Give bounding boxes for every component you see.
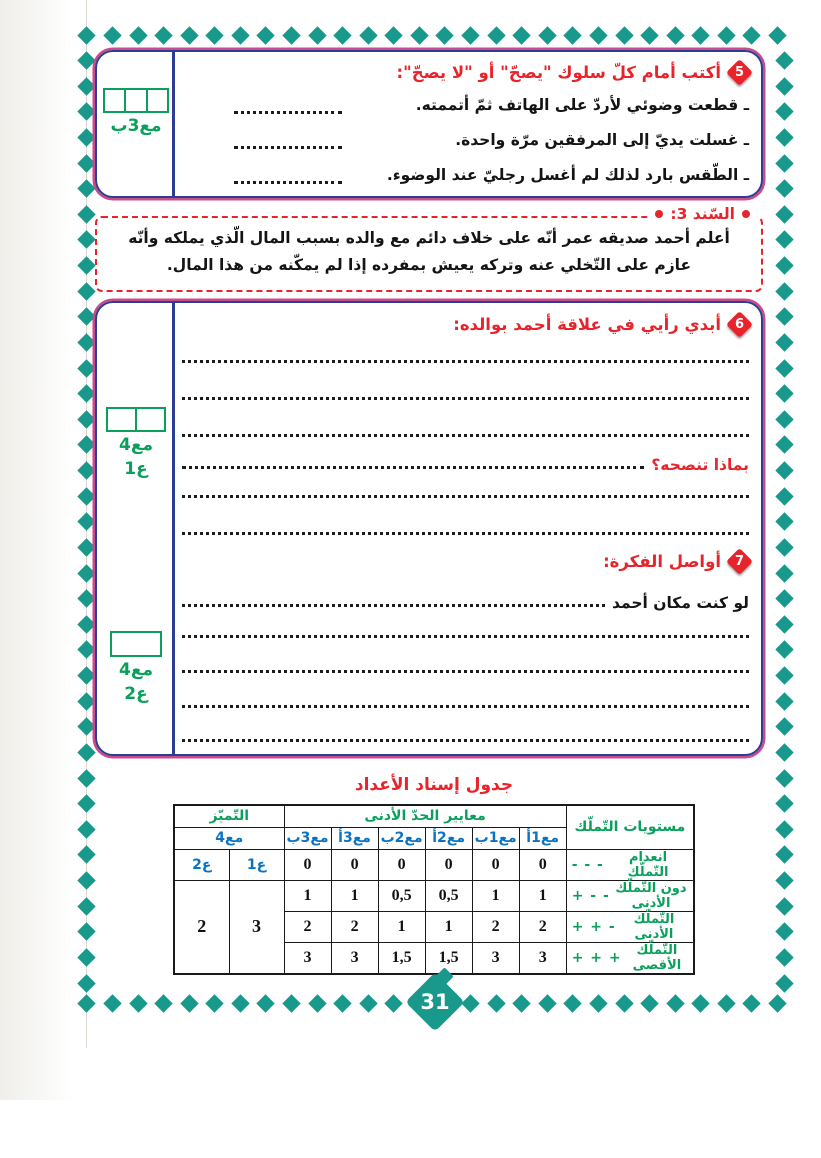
diamond-icon (77, 923, 95, 941)
diamond-icon (77, 154, 95, 172)
diamond-icon (775, 231, 793, 249)
value-cell: 1 (472, 880, 519, 911)
value-cell: 1,5 (378, 942, 425, 974)
row-label-cell (566, 911, 694, 942)
diamond-icon (154, 26, 172, 44)
levels-header: مستويات التّملّك (566, 805, 694, 849)
score-table-title: جدول إسناد الأعداد (354, 775, 514, 795)
diamond-border-right (777, 54, 791, 990)
diamond-icon (461, 26, 479, 44)
value-cell: 0 (425, 849, 472, 880)
lead-row (182, 588, 749, 612)
diamond-icon (775, 487, 793, 505)
lead-text: لو كنت مكان أحمد (612, 594, 749, 612)
diamond-icon (775, 359, 793, 377)
diamond-icon (666, 26, 684, 44)
answer-line (182, 705, 749, 708)
diamond-icon (775, 692, 793, 710)
sanad3-text: أعلم أحمد صديقه عمر أنّه على خلاف دائم مع والده بسبب المال الّذي يملكه وأنّه عازم على التّخلي عنه وتركه يعيش بمفرده إذا لم يمكّنه من هذا المال. (128, 229, 730, 274)
diamond-icon (77, 794, 95, 812)
value-cell: 3 (519, 942, 566, 974)
badge-sub-label: ع1 (124, 459, 148, 480)
diamond-icon (78, 26, 96, 44)
value-cell: 1 (378, 911, 425, 942)
row-signs: + + + (571, 949, 622, 966)
value-cell: 1 (284, 880, 331, 911)
diamond-icon (775, 615, 793, 633)
score-table (173, 804, 695, 975)
diamond-icon (615, 26, 633, 44)
diamond-icon (775, 77, 793, 95)
diamond-icon (775, 820, 793, 838)
row-label: التّملّك الأدنى (633, 911, 675, 942)
value-cell: 0 (284, 849, 331, 880)
answer-dots (234, 111, 342, 114)
diamond-icon (282, 26, 300, 44)
diamond-icon (775, 256, 793, 274)
diamond-border-left (79, 54, 93, 990)
diamond-icon (775, 333, 793, 351)
diamond-icon (775, 974, 793, 992)
diamond-icon (775, 743, 793, 761)
behaviour-text: ـ قطعت وضوئي لأردّ على الهاتف ثمّ أتممته. (415, 95, 749, 114)
value-cell: 0,5 (425, 880, 472, 911)
value-cell: 3 (331, 942, 378, 974)
question5-box (95, 50, 763, 198)
diamond-icon (775, 308, 793, 326)
diamond-border-top (80, 29, 784, 43)
diamond-icon (77, 615, 95, 633)
diamond-icon (206, 994, 224, 1012)
sanad3-title (648, 205, 757, 223)
value-cell: 2 (472, 911, 519, 942)
red-dot-icon (655, 210, 663, 218)
diamond-icon (538, 26, 556, 44)
value-cell: 0 (331, 849, 378, 880)
diamond-icon (77, 51, 95, 69)
table-row (174, 880, 694, 911)
diamond-icon (775, 154, 793, 172)
score-cell (105, 90, 124, 111)
diamond-icon (775, 846, 793, 864)
value-cell: 3 (472, 942, 519, 974)
diamond-icon (77, 103, 95, 121)
col-header: مع1ب (472, 827, 519, 849)
score-cell (135, 409, 164, 430)
diamond-icon (78, 994, 96, 1012)
diamond-icon (129, 994, 147, 1012)
diamond-icon (775, 589, 793, 607)
excellence-col-header: ع2 (174, 849, 229, 880)
diamond-icon (359, 994, 377, 1012)
diamond-icon (768, 26, 786, 44)
diamond-icon (487, 994, 505, 1012)
diamond-icon (385, 994, 403, 1012)
diamond-icon (77, 538, 95, 556)
behaviour-text: ـ غسلت يديّ إلى المرفقين مرّة واحدة. (455, 130, 749, 149)
excellence-value-cell: 3 (229, 880, 284, 974)
diamond-icon (775, 103, 793, 121)
value-cell: 2 (519, 911, 566, 942)
diamond-icon (775, 769, 793, 787)
diamond-icon (436, 26, 454, 44)
diamond-icon (692, 26, 710, 44)
question-number-diamond: 7 (726, 548, 753, 575)
diamond-icon (231, 26, 249, 44)
diamond-icon (180, 994, 198, 1012)
question6-title: أبدي رأيي في علاقة أحمد بوالده: (453, 314, 721, 334)
diamond-icon (257, 26, 275, 44)
red-dot-icon (742, 210, 750, 218)
diamond-icon (513, 994, 531, 1012)
diamond-icon (77, 871, 95, 889)
col-header: مع1أ (519, 827, 566, 849)
diamond-icon (77, 846, 95, 864)
excellence-col-header: ع1 (229, 849, 284, 880)
question7-title-row (182, 547, 749, 575)
diamond-icon (666, 994, 684, 1012)
diamond-icon (77, 589, 95, 607)
row-label-cell (566, 880, 694, 911)
score-badge-q7 (105, 631, 167, 705)
diamond-icon (77, 282, 95, 300)
answer-dots (234, 181, 342, 184)
diamond-icon (487, 26, 505, 44)
diamond-icon (231, 994, 249, 1012)
diamond-icon (775, 513, 793, 531)
diamond-icon (77, 333, 95, 351)
score-cell (124, 90, 145, 111)
diamond-icon (77, 205, 95, 223)
diamond-icon (77, 384, 95, 402)
diamond-icon (717, 994, 735, 1012)
diamond-icon (129, 26, 147, 44)
value-cell: 2 (331, 911, 378, 942)
row-signs: - - - (571, 856, 604, 873)
sanad3-title-text: السّند 3: (670, 205, 735, 223)
diamond-icon (743, 994, 761, 1012)
behaviour-item (182, 87, 749, 122)
behaviour-item (182, 122, 749, 157)
diamond-icon (775, 666, 793, 684)
diamond-icon (717, 26, 735, 44)
answer-dots (182, 604, 605, 607)
question6-title-row (182, 310, 749, 338)
diamond-icon (775, 923, 793, 941)
score-cell (146, 90, 167, 111)
value-cell: 1 (519, 880, 566, 911)
diamond-icon (589, 994, 607, 1012)
diamond-icon (77, 820, 95, 838)
col-header: مع2ب (378, 827, 425, 849)
diamond-icon (775, 51, 793, 69)
score-badge-q5 (102, 88, 170, 137)
diamond-icon (564, 26, 582, 44)
diamond-icon (77, 641, 95, 659)
behaviour-item (182, 157, 749, 192)
score-cells-3 (103, 88, 169, 113)
row-signs: + - - (571, 887, 610, 904)
diamond-icon (775, 794, 793, 812)
criteria-header: معايير الحدّ الأدنى (284, 805, 566, 827)
question-number-diamond: 6 (726, 311, 753, 338)
row-label-cell (566, 849, 694, 880)
diamond-icon (775, 179, 793, 197)
answer-line (182, 670, 749, 673)
value-cell: 1 (331, 880, 378, 911)
diamond-icon (775, 871, 793, 889)
table-row (174, 849, 694, 880)
badge-label: مع4 (119, 435, 153, 455)
answer-line (182, 635, 749, 638)
sanad3-box (95, 205, 763, 292)
answer-line (182, 360, 749, 363)
row-label-cell (566, 942, 694, 974)
advice-row (182, 450, 749, 474)
col-header: مع2أ (425, 827, 472, 849)
diamond-icon (77, 897, 95, 915)
row-label: التّملّك الأقصى (632, 942, 682, 973)
advice-label: بماذا تنصحه؟ (651, 456, 749, 474)
diamond-icon (77, 256, 95, 274)
value-cell: 0 (378, 849, 425, 880)
diamond-icon (77, 718, 95, 736)
col-header: مع3أ (331, 827, 378, 849)
diamond-icon (564, 994, 582, 1012)
diamond-icon (359, 26, 377, 44)
page-number: 31 (420, 990, 450, 1014)
diamond-icon (154, 994, 172, 1012)
badge-sub-label: ع2 (124, 684, 148, 705)
diamond-icon (775, 538, 793, 556)
answer-line (182, 495, 749, 498)
diamond-icon (775, 718, 793, 736)
diamond-icon (77, 410, 95, 428)
value-cell: 1,5 (425, 942, 472, 974)
answer-line (182, 739, 749, 742)
score-badge-q6 (105, 407, 167, 480)
question6-7-box (95, 301, 763, 756)
table-header-row-1 (174, 805, 694, 827)
value-cell: 0,5 (378, 880, 425, 911)
diamond-icon (775, 410, 793, 428)
value-cell: 1 (425, 911, 472, 942)
diamond-icon (775, 461, 793, 479)
diamond-icon (589, 26, 607, 44)
diamond-icon (385, 26, 403, 44)
row-label: دون التّملّك الأدنى (615, 880, 687, 911)
diamond-icon (77, 231, 95, 249)
question5-content (182, 57, 749, 192)
row-signs: + + - (571, 918, 616, 935)
excellence-header: التّميّز (174, 805, 284, 827)
diamond-icon (77, 461, 95, 479)
diamond-icon (333, 994, 351, 1012)
diamond-icon (77, 436, 95, 454)
page-number-diamond (405, 972, 464, 1031)
question5-title: أكتب أمام كلّ سلوك "يصحّ" أو "لا يصحّ": (396, 62, 721, 82)
diamond-icon (692, 994, 710, 1012)
question5-title-row (182, 57, 749, 87)
behaviour-text: ـ الطّقس بارد لذلك لم أغسل رجليّ عند الوضوء. (386, 165, 749, 184)
badge-label: مع3ب (110, 116, 162, 136)
diamond-icon (768, 994, 786, 1012)
excellence-sub-header: مع4 (174, 827, 284, 849)
score-cell (108, 409, 135, 430)
diamond-icon (461, 994, 479, 1012)
excellence-value-cell: 2 (174, 880, 229, 974)
answer-dots (234, 146, 342, 149)
label-column-divider (172, 303, 175, 754)
diamond-icon (775, 205, 793, 223)
diamond-icon (77, 128, 95, 146)
diamond-icon (640, 26, 658, 44)
diamond-icon (77, 487, 95, 505)
diamond-icon (77, 359, 95, 377)
diamond-icon (103, 994, 121, 1012)
diamond-icon (775, 128, 793, 146)
answer-line (182, 397, 749, 400)
page-gutter-shadow (0, 0, 86, 1100)
score-cells-1 (110, 631, 162, 657)
score-cell (112, 633, 160, 655)
diamond-icon (775, 384, 793, 402)
diamond-icon (77, 948, 95, 966)
diamond-icon (77, 743, 95, 761)
diamond-icon (743, 26, 761, 44)
diamond-icon (513, 26, 531, 44)
diamond-icon (206, 26, 224, 44)
question-number-diamond: 5 (726, 59, 753, 86)
diamond-icon (308, 994, 326, 1012)
diamond-icon (77, 179, 95, 197)
diamond-icon (257, 994, 275, 1012)
col-header: مع3ب (284, 827, 331, 849)
diamond-icon (775, 282, 793, 300)
answer-line (182, 532, 749, 535)
diamond-icon (410, 26, 428, 44)
diamond-icon (77, 692, 95, 710)
diamond-icon (640, 994, 658, 1012)
diamond-icon (103, 26, 121, 44)
score-cells-2 (106, 407, 166, 432)
value-cell: 0 (519, 849, 566, 880)
diamond-icon (775, 564, 793, 582)
diamond-icon (775, 641, 793, 659)
diamond-icon (77, 308, 95, 326)
diamond-icon (180, 26, 198, 44)
diamond-icon (77, 564, 95, 582)
diamond-icon (77, 666, 95, 684)
row-label: انعدام التّملّك (627, 849, 669, 880)
badge-label: مع4 (119, 660, 153, 680)
diamond-icon (77, 513, 95, 531)
label-column-divider (172, 52, 175, 196)
diamond-icon (775, 897, 793, 915)
diamond-icon (775, 948, 793, 966)
diamond-icon (308, 26, 326, 44)
diamond-icon (77, 77, 95, 95)
question7-title: أواصل الفكرة: (603, 551, 721, 571)
diamond-icon (77, 974, 95, 992)
question6-7-content (182, 310, 749, 742)
answer-line (182, 434, 749, 437)
answer-dots (182, 466, 644, 469)
value-cell: 3 (284, 942, 331, 974)
diamond-icon (282, 994, 300, 1012)
value-cell: 0 (472, 849, 519, 880)
value-cell: 2 (284, 911, 331, 942)
diamond-icon (77, 769, 95, 787)
diamond-icon (775, 436, 793, 454)
diamond-icon (333, 26, 351, 44)
diamond-icon (538, 994, 556, 1012)
diamond-icon (615, 994, 633, 1012)
